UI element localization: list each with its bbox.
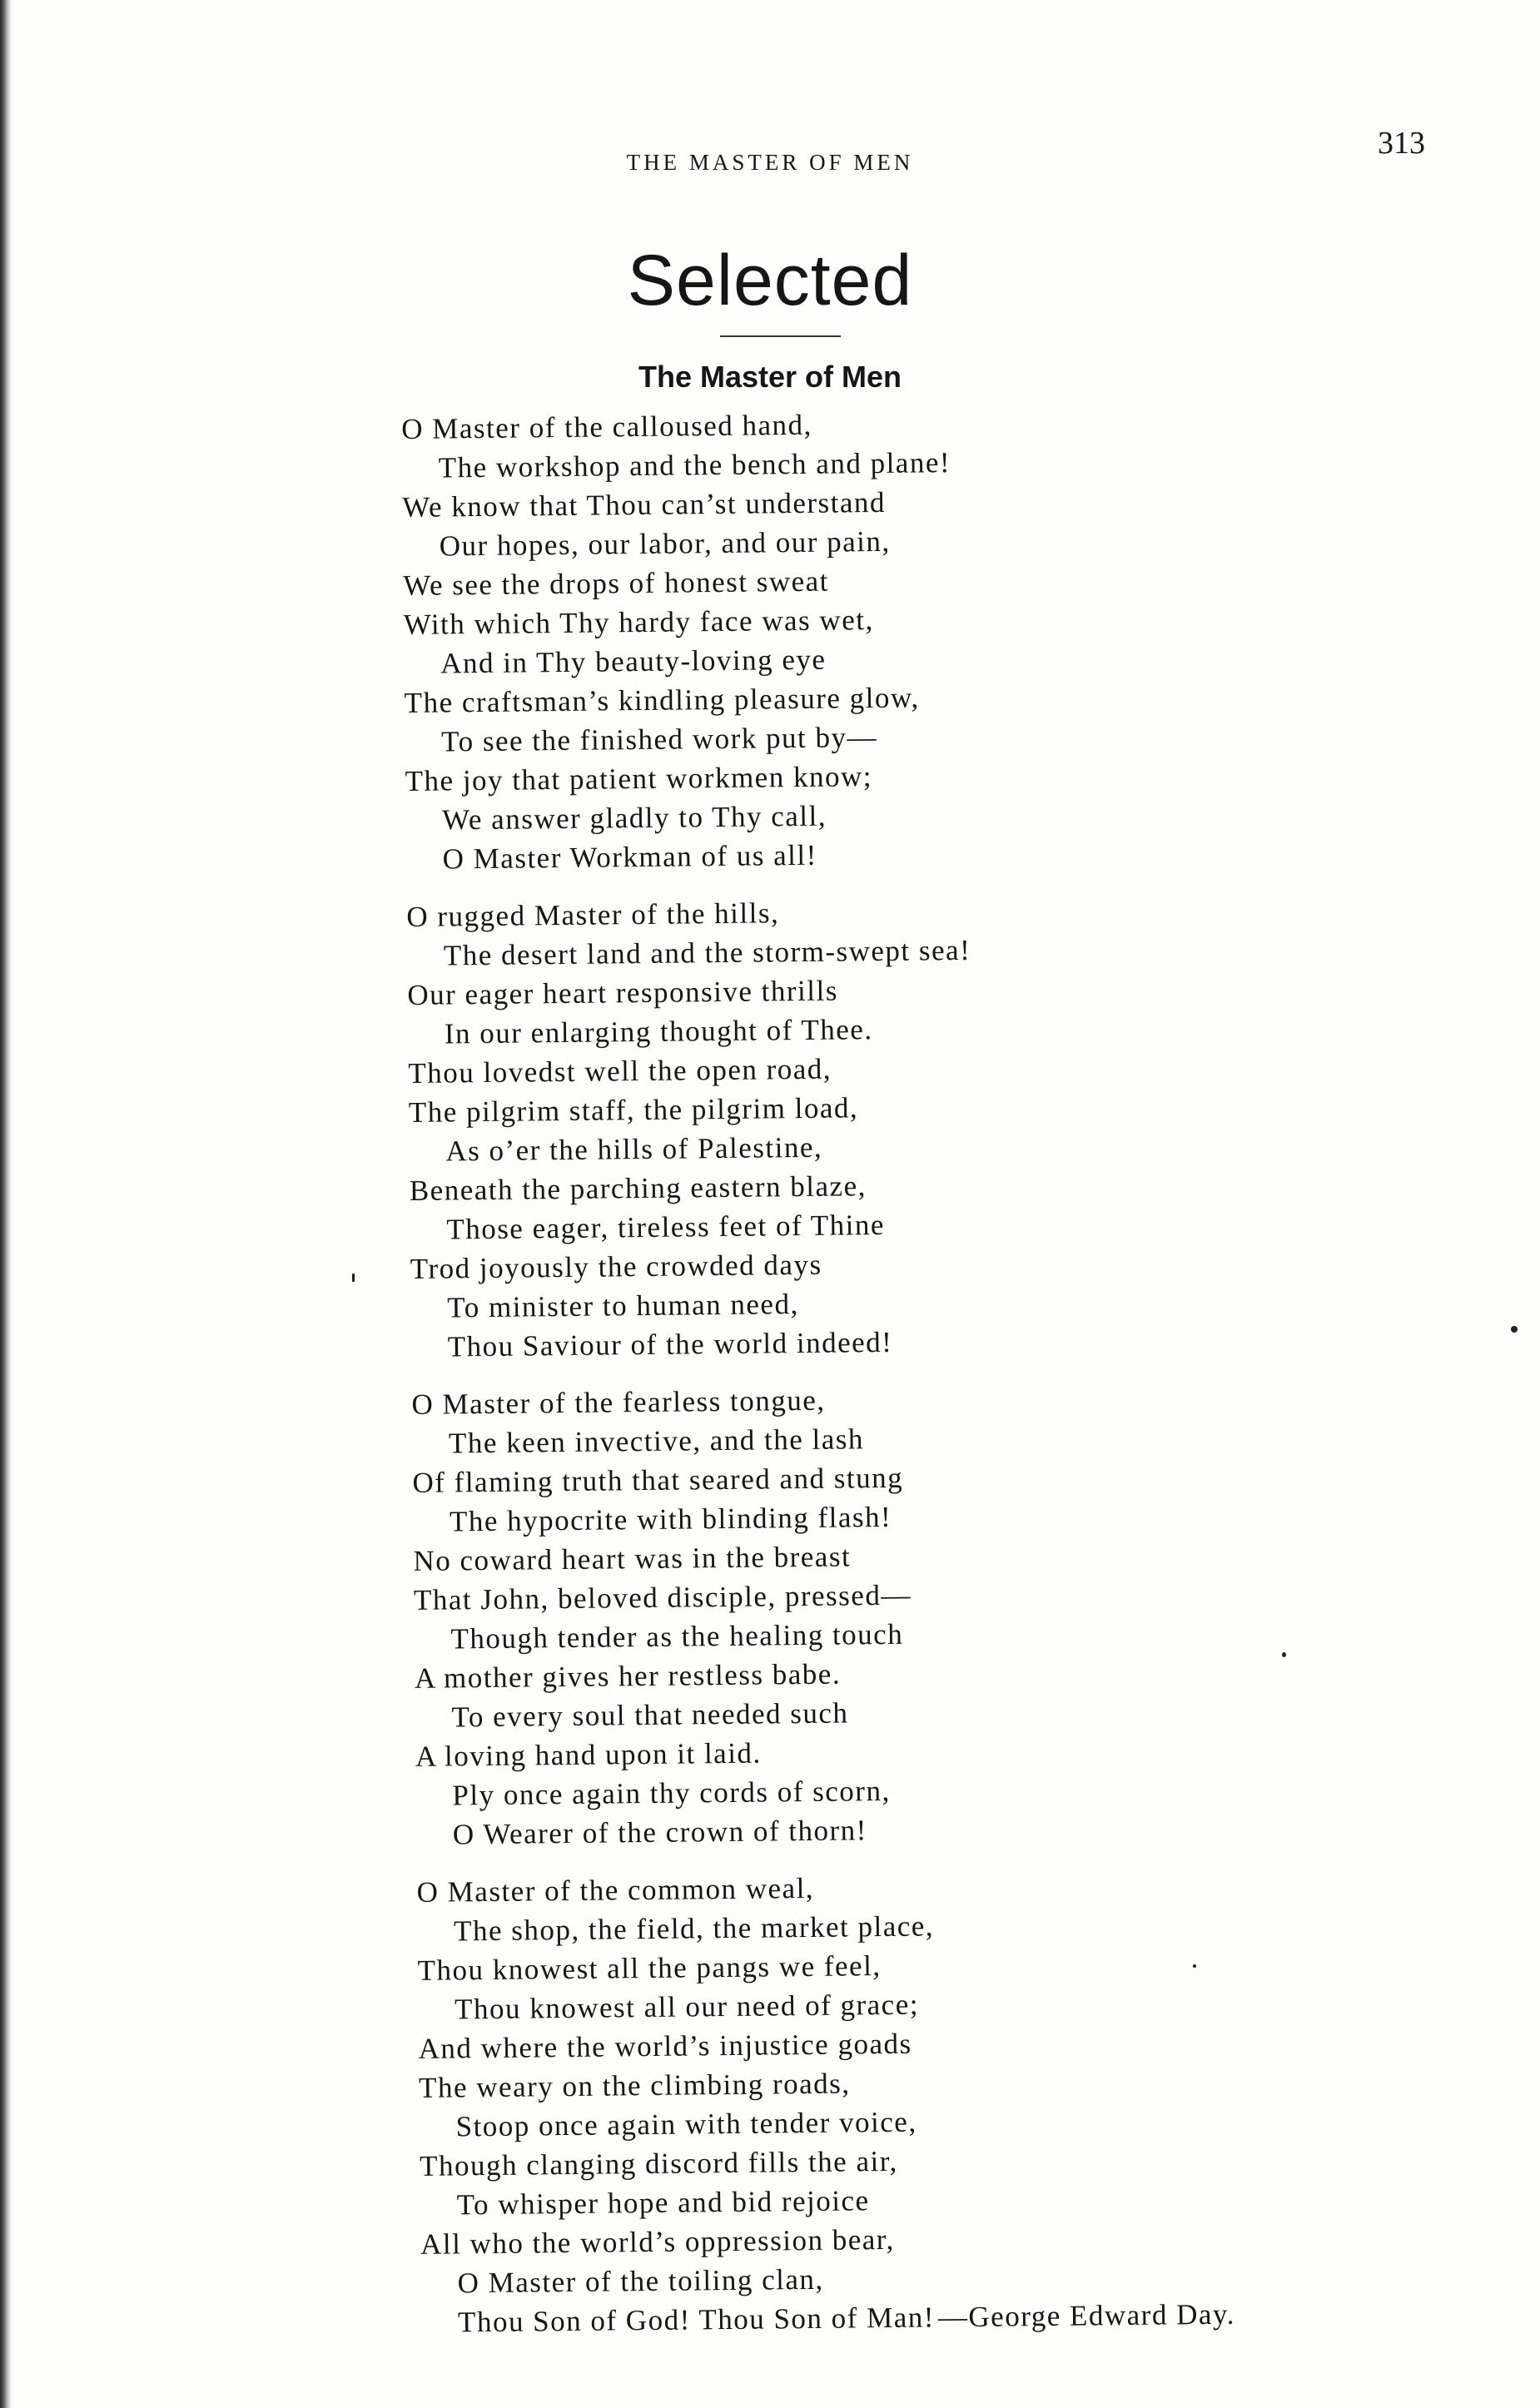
poem-line: Stoop once again with tender voice, [455,2105,917,2143]
poem-line: O Master of the calloused hand, [401,408,813,445]
poem-body [401,399,1453,2361]
poem-line: Thou Saviour of the world indeed! [447,1325,893,1363]
poem-line: Beneath the parching eastern blaze, [409,1169,867,1207]
poem-line: Those eager, tireless feet of Thine [446,1208,886,1246]
poem-line: Thou knowest all our need of grace; [454,1988,920,2026]
poem-line: All who the world’s oppression bear, [420,2222,896,2261]
poem-line: A mother gives her restless babe. [414,1657,842,1695]
poem-line: Thou knowest all the pangs we feel, [417,1949,882,1987]
poem-line: We know that Thou can’st understand [402,485,887,524]
section-title: Selected [627,241,913,320]
poem-stanza [411,1374,1448,1854]
poem-title: The Master of Men [638,360,902,394]
poem-line: With which Thy hardy face was wet, [403,603,874,641]
poem-line: Though clanging discord fills the air, [419,2144,898,2182]
poem-stanza [401,399,1438,879]
title-rule [720,335,841,337]
print-speck [1511,1326,1518,1333]
author-attribution: —George Edward Day. [937,2297,1236,2334]
poem-line: In our enlarging thought of Thee. [444,1013,873,1050]
poem-line: Ply once again thy cords of scorn, [452,1774,891,1812]
poem-line: Trod joyously the crowded days [410,1248,822,1285]
running-header: THE MASTER OF MEN [626,150,914,175]
print-speck [352,1274,355,1282]
poem-line: A loving hand upon it laid. [415,1736,762,1773]
poem-line: O Master of the fearless tongue, [411,1383,826,1421]
poem-line: Our eager heart responsive thrills [407,974,839,1011]
poem-line: The keen invective, and the lash [448,1422,865,1460]
poem-line: The hypocrite with blinding flash! [449,1500,892,1538]
poem-line: Thou Son of God! Thou Son of Man! [457,2301,936,2339]
poem-stanza [406,886,1443,1367]
poem-line: The pilgrim staff, the pilgrim load, [408,1091,859,1129]
poem-line: No coward heart was in the breast [413,1540,852,1577]
poem-line: And in Thy beauty-loving eye [440,643,827,680]
poem-line: O Master of the common weal, [416,1871,815,1909]
poem-line: O Master of the toiling clan, [457,2262,824,2300]
poem-line: As o’er the hills of Palestine, [445,1130,823,1168]
poem-stanza [416,1862,1453,2342]
poem-line: Of flaming truth that seared and stung [412,1461,904,1499]
poem-line: The shop, the field, the market place, [453,1909,935,1948]
page-number: 313 [1378,126,1425,161]
poem-line: Though tender as the healing touch [450,1617,904,1656]
poem-line: The workshop and the bench and plane! [438,446,951,484]
poem-line: The desert land and the storm-swept sea! [443,933,971,972]
poem-line: Our hopes, our labor, and our pain, [439,524,891,563]
poem-line: Thou lovedst well the open road, [408,1052,832,1090]
poem-line: The weary on the climbing roads, [418,2067,851,2104]
poem-line: To see the finished work put by— [440,721,878,758]
poem-line: To every soul that needed such [451,1696,849,1734]
poem-line: The craftsman’s kindling pleasure glow, [404,681,920,719]
poem-line: To minister to human need, [447,1288,799,1324]
poem-line: The joy that patient workmen know; [405,760,873,797]
poem-line: O rugged Master of the hills, [406,896,780,933]
poem-line: That John, beloved disciple, pressed— [413,1578,912,1616]
print-speck [1282,1652,1286,1657]
poem-line: And where the world’s injustice goads [418,2027,912,2065]
print-speck [1193,1964,1196,1968]
poem-line: We see the drops of honest sweat [403,564,830,602]
poem-line: O Master Workman of us all! [442,838,817,876]
poem-line: We answer gladly to Thy call, [441,799,827,837]
poem-line: To whisper hope and bid rejoice [456,2184,870,2222]
poem-line: O Wearer of the crown of thorn! [452,1814,867,1851]
